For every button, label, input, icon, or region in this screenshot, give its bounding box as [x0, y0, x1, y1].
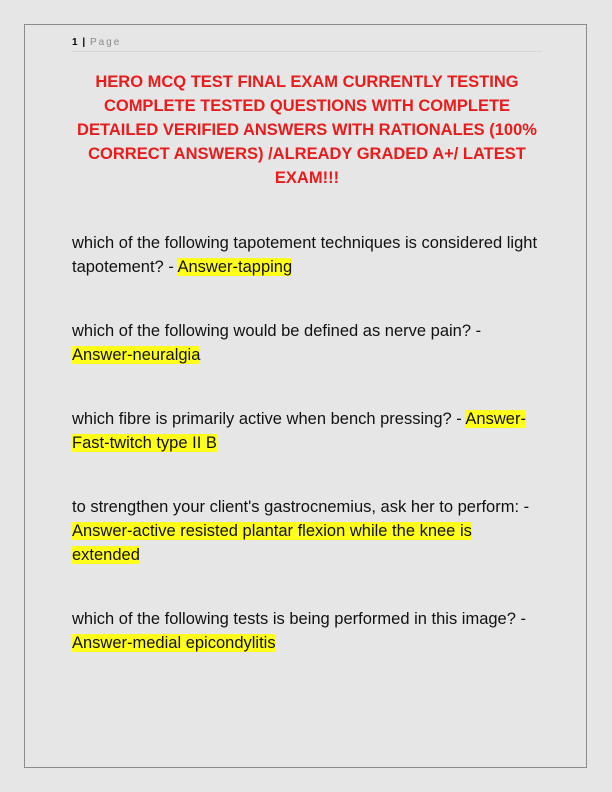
question-item — [72, 607, 542, 655]
answer-highlight: Answer-Fast-twitch type II B — [72, 410, 526, 452]
answer-highlight: Answer-medial epicondylitis — [72, 634, 276, 652]
question-item — [72, 407, 542, 455]
question-text: which of the following tests is being performed in this image? - — [72, 610, 526, 628]
question-text: which fibre is primarily active when bench pressing? - — [72, 410, 466, 428]
page-label: Page — [89, 37, 122, 48]
answer-highlight: Answer-tapping — [177, 258, 293, 276]
question-text: to strengthen your client's gastrocnemius, ask her to perform: - — [72, 498, 530, 516]
question-item — [72, 319, 542, 367]
question-item — [72, 495, 542, 567]
answer-highlight: Answer-active resisted plantar flexion while the knee is extended — [72, 522, 472, 564]
question-text: which of the following would be defined as nerve pain? - — [72, 322, 482, 340]
page-number: 1 — [72, 37, 78, 48]
question-item — [72, 231, 542, 279]
header-separator: | — [82, 37, 86, 48]
document-title: HERO MCQ TEST FINAL EXAM CURRENTLY TESTING COMPLETE TESTED QUESTIONS WITH COMPLETE DETAILED VERIFIED ANSWERS WITH RATIONALES (100% CORRECT ANSWERS) /ALREADY GRADED A+/ LATEST EXAM!!! — [77, 73, 537, 187]
question-text: which of the following tapotement techniques is considered light tapotement? - — [72, 234, 538, 276]
page-header — [72, 36, 542, 52]
question-list — [72, 231, 542, 695]
answer-highlight: Answer-neuralgia — [72, 346, 201, 364]
